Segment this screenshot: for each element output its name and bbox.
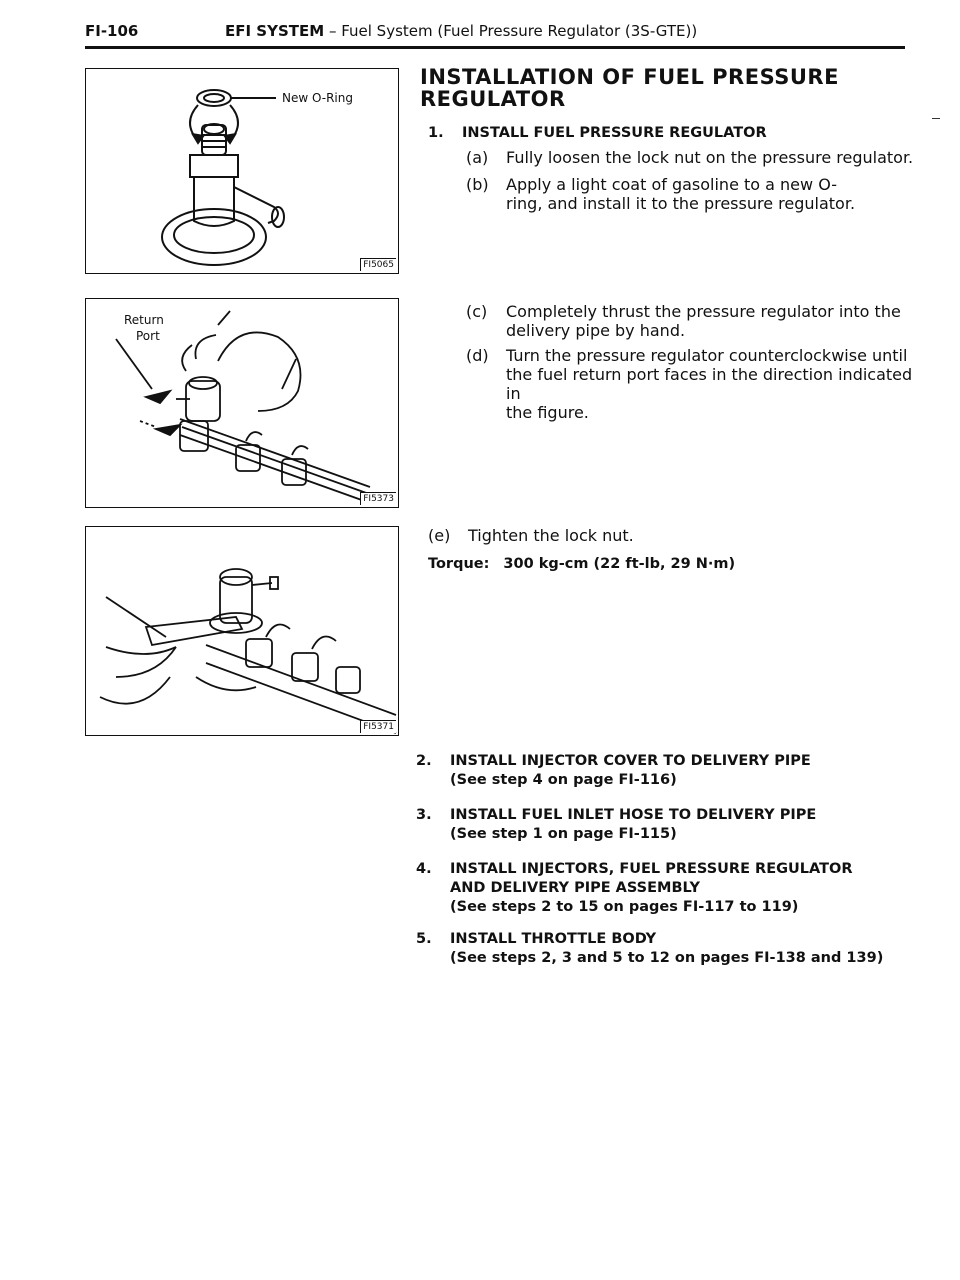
running-title: [225, 22, 697, 40]
figure-id: FI5065: [360, 258, 396, 271]
substep-text-line1: Completely thrust the pressure regulator into the: [506, 302, 901, 321]
o-ring-label: New O-Ring: [282, 91, 353, 105]
return-port-label-line1: Return: [124, 313, 164, 327]
figure-id: FI5373: [360, 492, 396, 505]
step-text-line1: INSTALL INJECTOR COVER TO DELIVERY PIPE: [450, 753, 811, 769]
substep-text-line2: ring, and install it to the pressure regulator.: [506, 194, 856, 213]
substep-key: (d): [466, 346, 489, 365]
step-text-line1: INSTALL FUEL INLET HOSE TO DELIVERY PIPE: [450, 807, 817, 823]
torque-value: 300 kg-cm (22 ft-lb, 29 N·m): [503, 556, 736, 572]
header-rule: [85, 46, 905, 49]
substep-text: [506, 175, 855, 213]
step-text: [450, 806, 816, 844]
substep-key: (e): [428, 526, 451, 545]
figure-lock-nut: [85, 526, 399, 736]
substep-text-line2: delivery pipe by hand.: [506, 321, 686, 340]
step-text-line1: INSTALL THROTTLE BODY: [450, 931, 657, 947]
figure-return-port: [85, 298, 399, 508]
torque-label: Torque:: [428, 556, 490, 572]
return-port-illustration: [86, 299, 400, 509]
system-name: EFI SYSTEM: [225, 22, 325, 40]
substep-text: Tighten the lock nut.: [468, 526, 634, 545]
substep-text-line1: Apply a light coat of gasoline to a new O-: [506, 175, 838, 194]
section-title: [420, 66, 900, 110]
substep-key: (a): [466, 148, 489, 167]
return-port-label-line2: Port: [136, 329, 160, 343]
step-number: 5.: [416, 931, 432, 947]
title-rest: – Fuel System (Fuel Pressure Regulator (3S-GTE)): [324, 22, 698, 40]
step-text-line2: (See step 1 on page FI-115): [450, 826, 677, 842]
page-number: FI-106: [85, 22, 139, 40]
step-text-line2: (See step 4 on page FI-116): [450, 772, 677, 788]
substep-text-line1: Turn the pressure regulator counterclockwise until: [506, 346, 908, 365]
step-number: 4.: [416, 861, 432, 877]
substep-text: [506, 346, 926, 422]
step-text-line2: AND DELIVERY PIPE ASSEMBLY: [450, 880, 700, 896]
step-text: [450, 752, 811, 790]
step-text-line2: (See steps 2, 3 and 5 to 12 on pages FI-138 and 139): [450, 950, 884, 966]
substep-text-line3: the figure.: [506, 403, 589, 422]
step-number: 1.: [428, 125, 444, 141]
figure-id: FI5371: [360, 720, 396, 733]
substep-key: (b): [466, 175, 489, 194]
substep-text: Fully loosen the lock nut on the pressure regulator.: [506, 148, 914, 167]
step-text-line3: (See steps 2 to 15 on pages FI-117 to 119): [450, 899, 799, 915]
substep-text-line2: the fuel return port faces in the direction indicated in: [506, 365, 913, 403]
section-title-line2: REGULATOR: [420, 87, 566, 111]
step-number: 3.: [416, 807, 432, 823]
lock-nut-wrench-illustration: [86, 527, 400, 737]
step-text-line1: INSTALL INJECTORS, FUEL PRESSURE REGULATOR: [450, 861, 853, 877]
figure-o-ring: [85, 68, 399, 274]
substep-text: [506, 302, 901, 340]
substep-key: (c): [466, 302, 488, 321]
step-text: [450, 930, 883, 968]
section-title-line1: INSTALLATION OF FUEL PRESSURE: [420, 65, 839, 89]
torque-spec: [428, 556, 735, 572]
page-header: [85, 20, 905, 48]
step-text: INSTALL FUEL PRESSURE REGULATOR: [462, 125, 767, 141]
step-number: 2.: [416, 753, 432, 769]
step-text: [450, 860, 853, 917]
margin-mark: [932, 118, 940, 119]
